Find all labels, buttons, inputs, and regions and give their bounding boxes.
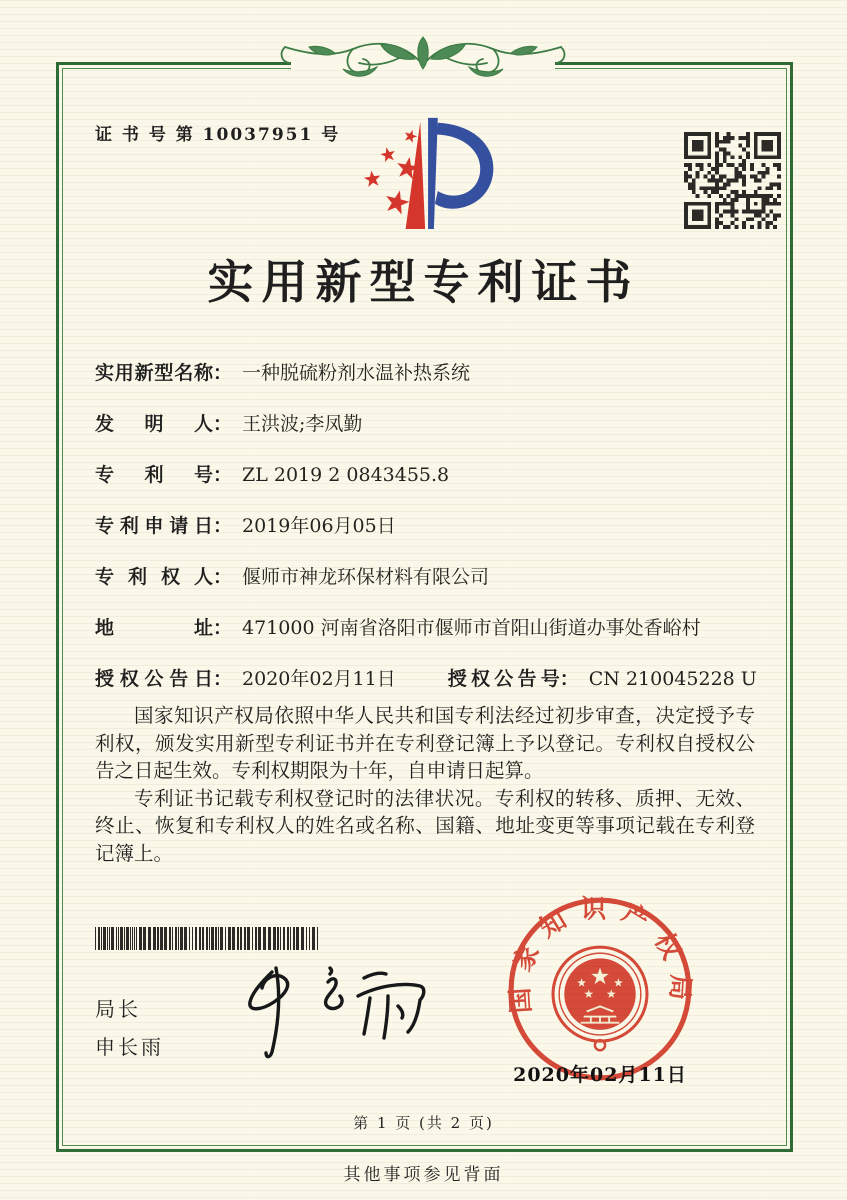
seal-date: 2020年02月11日 xyxy=(513,1064,687,1086)
top-flourish-ornament-icon xyxy=(273,33,573,93)
field-label: 实用新型名称 xyxy=(95,362,213,384)
field-value: ZL 2019 2 0843455.8 xyxy=(242,464,450,486)
field-label: 发明人 xyxy=(95,413,213,435)
field-value: 偃师市神龙环保材料有限公司 xyxy=(242,566,490,588)
field-value: 王洪波;李凤勤 xyxy=(242,413,363,435)
colon: ： xyxy=(559,668,579,690)
officer-signature-icon xyxy=(232,962,442,1062)
seal-agency-text: 国家知识产权局 xyxy=(504,894,696,1015)
field-label: 专利号 xyxy=(95,464,213,486)
certificate-fields xyxy=(95,358,755,715)
colon: ： xyxy=(213,566,233,588)
field-row-name xyxy=(95,358,755,388)
colon: ： xyxy=(213,668,233,690)
colon: ： xyxy=(213,515,233,537)
page-indicator: 第 1 页 (共 2 页) xyxy=(353,1114,494,1132)
back-side-note: 其他事项参见背面 xyxy=(343,1165,504,1185)
agency-seal-icon xyxy=(503,892,697,1086)
field-value: 2019年06月05日 xyxy=(242,515,396,537)
field-row-address xyxy=(95,613,755,643)
officer-title: 局长 xyxy=(95,997,141,1021)
barcode-icon xyxy=(95,927,323,950)
field-row-inventor xyxy=(95,409,755,439)
legal-paragraph-1: 国家知识产权局依照中华人民共和国专利法经过初步审查，决定授予专利权，颁发实用新型专利证书并在专利登记簿上予以登记。专利权自授权公告之日起生效。专利权期限为十年，自申请日起算。 xyxy=(95,704,755,782)
certificate-title: 实用新型专利证书 xyxy=(207,255,640,309)
field-label: 授权公告日 xyxy=(95,668,213,690)
cnipa-logo-icon xyxy=(352,104,508,238)
field-row-grant xyxy=(95,664,755,694)
field-value: 471000 河南省洛阳市偃师市首阳山街道办事处香峪村 xyxy=(242,617,701,639)
officer-name: 申长雨 xyxy=(95,1035,164,1059)
field-value: 2020年02月11日 xyxy=(242,668,396,690)
colon: ： xyxy=(213,413,233,435)
field-label: 专利权人 xyxy=(95,566,213,588)
certificate-number: 证 书 号 第 10037951 号 xyxy=(95,125,341,145)
field-value: 一种脱硫粉剂水温补热系统 xyxy=(242,362,471,384)
colon: ： xyxy=(213,362,233,384)
national-emblem-icon xyxy=(553,947,647,1050)
legal-text xyxy=(95,702,755,867)
officer-block xyxy=(95,990,164,1066)
field-row-patentee xyxy=(95,562,755,592)
colon: ： xyxy=(213,617,233,639)
legal-paragraph-2: 专利证书记载专利权登记时的法律状况。专利权的转移、质押、无效、终止、恢复和专利权人的姓名或名称、国籍、地址变更等事项记载在专利登记簿上。 xyxy=(95,786,755,865)
qr-code-icon xyxy=(684,132,781,229)
colon: ： xyxy=(213,464,233,486)
field-label: 授权公告号 xyxy=(447,668,560,690)
field-label: 专利申请日 xyxy=(95,515,213,537)
field-label: 地址 xyxy=(95,617,213,639)
field-row-filing-date xyxy=(95,511,755,541)
field-row-patent-no xyxy=(95,460,755,490)
field-value: CN 210045228 U xyxy=(588,668,757,690)
